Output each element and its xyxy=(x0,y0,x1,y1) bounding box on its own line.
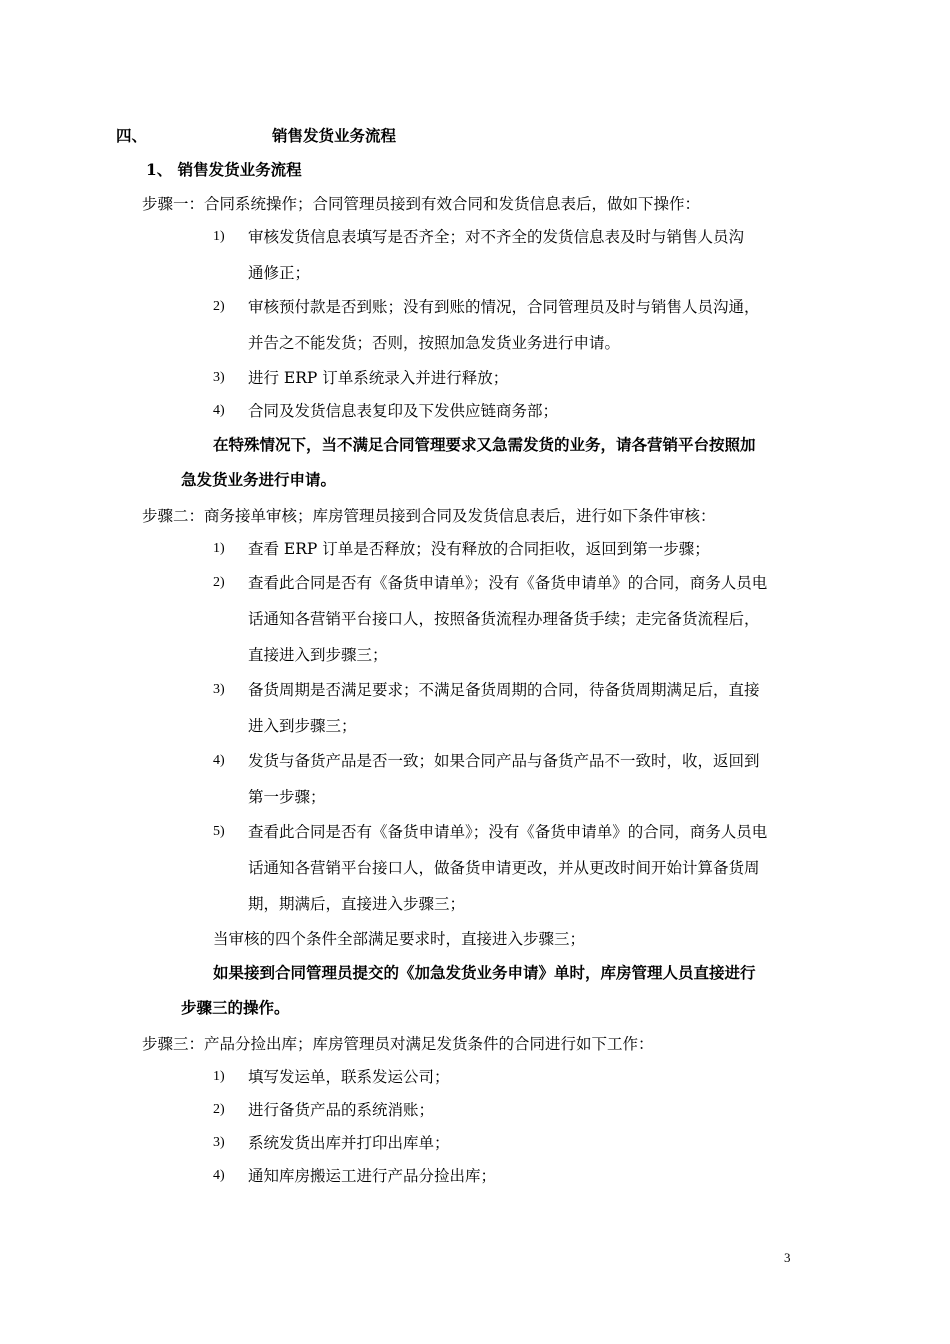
step2-item2-line1: 查看此合同是否有《备货申请单》；没有《备货申请单》的合同，商务人员电 xyxy=(248,574,768,592)
step2-item5-line1: 查看此合同是否有《备货申请单》；没有《备货申请单》的合同，商务人员电 xyxy=(248,823,768,841)
step2-item5-line2: 话通知各营销平台接口人，做备货申请更改，并从更改时间开始计算备货周 xyxy=(248,859,760,877)
step1-item1-num: 1) xyxy=(213,229,225,244)
step3-item2-line1: 进行备货产品的系统消账； xyxy=(248,1101,435,1119)
step1-item4-num: 4) xyxy=(213,403,225,418)
step1-item2-line1: 审核预付款是否到账；没有到账的情况，合同管理员及时与销售人员沟通， xyxy=(248,298,760,316)
step3-item2-num: 2) xyxy=(213,1102,225,1117)
section-title: 销售发货业务流程 xyxy=(272,126,397,145)
step3-intro: 步骤三：产品分捡出库；库房管理员对满足发货条件的合同进行如下工作： xyxy=(142,1035,654,1053)
step3-item4-num: 4) xyxy=(213,1168,225,1183)
step2-item5-line3: 期，期满后，直接进入步骤三； xyxy=(248,895,466,913)
step1-item1-line1: 审核发货信息表填写是否齐全；对不齐全的发货信息表及时与销售人员沟 xyxy=(248,228,745,246)
step2-item3-line1: 备货周期是否满足要求；不满足备货周期的合同，待备货周期满足后，直接 xyxy=(248,681,760,699)
step2-note-line2: 步骤三的操作。 xyxy=(181,998,290,1017)
step2-item3-num: 3) xyxy=(213,682,225,697)
step1-item1-line2: 通修正； xyxy=(248,264,311,282)
step1-item2-num: 2) xyxy=(213,299,225,314)
step2-item1-line1: 查看 ERP 订单是否释放；没有释放的合同拒收，返回到第一步骤； xyxy=(248,540,710,558)
step3-item1-line1: 填写发运单，联系发运公司； xyxy=(248,1068,450,1086)
step3-item3-line1: 系统发货出库并打印出库单； xyxy=(248,1134,450,1152)
step2-item1-num: 1) xyxy=(213,541,225,556)
step1-note-line2: 急发货业务进行申请。 xyxy=(181,470,337,489)
step2-item4-line1: 发货与备货产品是否一致；如果合同产品与备货产品不一致时，收，返回到 xyxy=(248,752,760,770)
step2-item5-num: 5) xyxy=(213,824,225,839)
step1-note-line1: 在特殊情况下，当不满足合同管理要求又急需发货的业务，请各营销平台按照加 xyxy=(213,435,756,454)
step2-item2-line2: 话通知各营销平台接口人，按照备货流程办理备货手续；走完备货流程后， xyxy=(248,610,760,628)
step1-item3-line1: 进行 ERP 订单系统录入并进行释放； xyxy=(248,369,509,387)
step1-item3-num: 3) xyxy=(213,370,225,385)
subsection-title: 1、 销售发货业务流程 xyxy=(146,160,302,179)
step1-intro: 步骤一：合同系统操作；合同管理员接到有效合同和发货信息表后，做如下操作： xyxy=(142,195,701,213)
step3-item3-num: 3) xyxy=(213,1135,225,1150)
step2-item4-line2: 第一步骤； xyxy=(248,788,326,806)
step2-note-line1: 如果接到合同管理员提交的《加急发货业务申请》单时，库房管理人员直接进行 xyxy=(213,963,756,982)
page-number: 3 xyxy=(784,1250,791,1265)
step1-item2-line2: 并告之不能发货；否则，按照加急发货业务进行申请。 xyxy=(248,334,621,352)
step2-intro: 步骤二：商务接单审核；库房管理员接到合同及发货信息表后，进行如下条件审核： xyxy=(142,507,716,525)
step2-item2-num: 2) xyxy=(213,575,225,590)
section-number: 四、 xyxy=(116,126,148,145)
step2-item3-line2: 进入到步骤三； xyxy=(248,717,357,735)
step3-item4-line1: 通知库房搬运工进行产品分捡出库； xyxy=(248,1167,497,1185)
step2-item2-line3: 直接进入到步骤三； xyxy=(248,646,388,664)
step1-item4-line1: 合同及发货信息表复印及下发供应链商务部； xyxy=(248,402,559,420)
step3-item1-num: 1) xyxy=(213,1069,225,1084)
step2-item4-num: 4) xyxy=(213,753,225,768)
step2-summary: 当审核的四个条件全部满足要求时，直接进入步骤三； xyxy=(213,930,586,948)
